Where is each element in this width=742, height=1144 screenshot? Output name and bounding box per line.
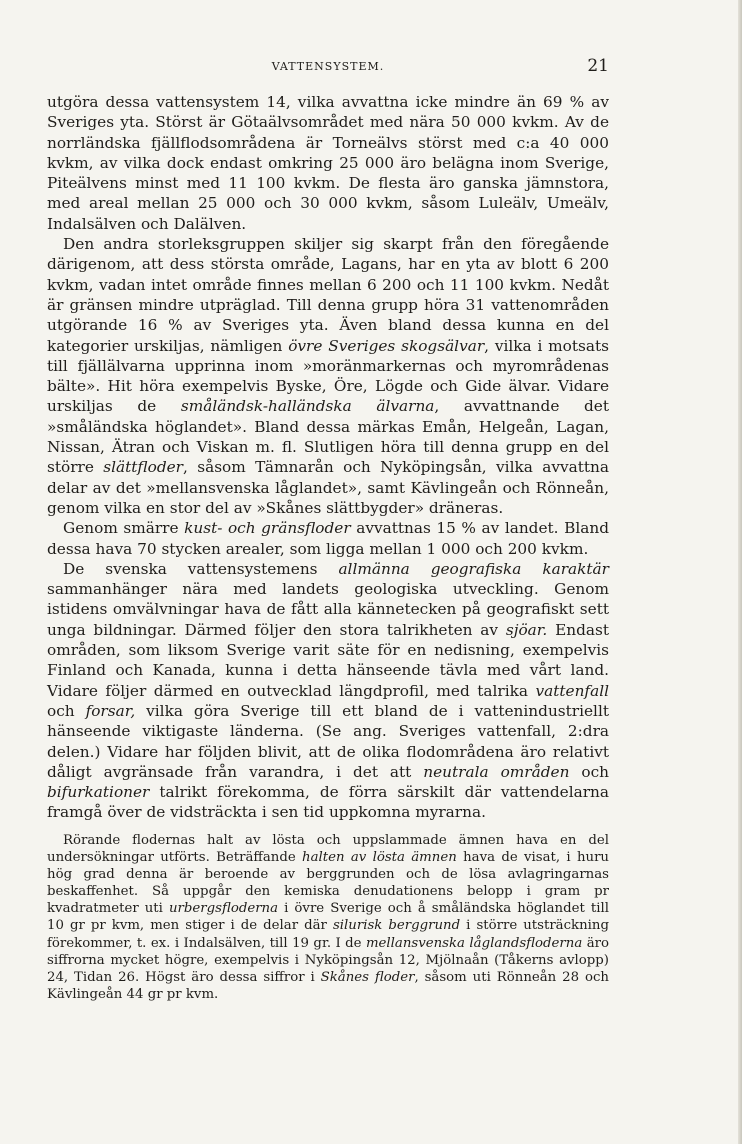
paragraph-3: Genom smärre kust- och gränsfloder avvattnas 15 % av landet. Bland dessa hava 70 stycken arealer, som ligga mellan 1 000 och 200 kvkm. (47, 519, 609, 558)
emphasis: sjöar. (505, 620, 548, 639)
emphasis: bifurkationer (47, 783, 150, 802)
emphasis: allmänna geografiska karaktär (338, 559, 609, 578)
page-number: 21 (587, 56, 609, 76)
emphasis: forsar, (85, 701, 136, 720)
emphasis: silurisk berggrund (332, 918, 461, 934)
paragraph-2: Den andra storleksgruppen skiljer sig skarpt från den föregående därigenom, att dess största område, Lagans, har en yta av blott 6 200 kvkm, vadan intet område finnes mellan 6 200 och 11 100 kvkm. Nedåt är gränsen mindre utpräglad. Till denna grupp höra 31 vattenområden utgörande 16 % av Sveriges yta. Även bland dessa kunna en del kategorier urskiljas, nämligen övre Sveriges skogsälvar, vilka i motsats till fjällälvarna upprinna inom »moränmarkernas och myrområdenas bälte». Hit höra exempelvis Byske, Öre, Lögde och Gide älvar. Vidare urskiljas de småländsk-halländska älvarna, avvattnande det »småländska höglandet». Bland dessa märkas Emån, Helgeån, Lagan, Nissan, Ätran och Viskan m. fl. Slutligen höra till denna grupp en del större slättfloder, såsom Tämnarån och Nyköpingsån, vilka avvattna delar av det »mellansvenska låglandet», samt Kävlingeån och Rönneån, genom vilka en stor del av »Skånes slättbygder» dräneras. (47, 235, 610, 517)
emphasis: mellansvenska låglandsfloderna (365, 935, 583, 951)
emphasis: övre Sveriges skogsälvar (288, 336, 485, 355)
paragraph-1: utgöra dessa vattensystem 14, vilka avvattna icke mindre än 69 % av Sveriges yta. Störst är Götaälvsområdet med nära 50 000 kvkm. Av de norrländska fjällflodsområdena är Torneälvs störst med c:a 40 000 kvkm, av vilka dock endast omkring 25 000 äro belägna inom Sverige, Piteälvens minst med 11 100 kvkm. De flesta äro ganska jämnstora, med areal mellan 25 000 och 30 000 kvkm, såsom Luleälv, Umeälv, Indalsälven och Dalälven. (47, 93, 609, 233)
page-header (47, 56, 609, 80)
body-text (47, 92, 609, 823)
emphasis: halten av lösta ämnen (302, 850, 457, 866)
footnote-text (47, 832, 609, 1003)
emphasis: slättfloder (103, 458, 183, 477)
paragraph-4: De svenska vattensystemens allmänna geografiska karaktär sammanhänger nära med landets geologiska utveckling. Genom istidens omvälvningar hava de fått alla kännetecken på geografiskt sett unga bildningar. Därmed följer den stora talrikheten av sjöar. Endast områden, som liksom Sverige varit säte för en nedisning, exempelvis Finland och Kanada, kunna i detta hänseende tävla med vårt land. Vidare följer därmed en outvecklad längdprofil, med talrika vattenfall och forsar, vilka göra Sverige till ett bland de i vattenindustriellt hänseende viktigaste länderna. (Se ang. Sveriges vattenfall, 2:dra delen.) Vidare har följden blivit, att de olika flodområdena äro relativt dåligt avgränsade från varandra, i det att neutrala områden och bifurkationer talrikt förekomma, de förra särskilt där vattendelarna framgå över de vidsträckta i sen tid uppkomna myrarna. (47, 559, 609, 822)
emphasis: urbergsfloderna (168, 901, 279, 917)
emphasis: småländsk-halländska älvarna (180, 397, 435, 416)
running-title: VATTENSYSTEM. (271, 60, 385, 73)
emphasis: Skånes floder (320, 969, 415, 985)
page-edge (738, 0, 742, 1144)
emphasis: vattenfall (535, 681, 609, 700)
emphasis: kust- och gränsfloder (184, 519, 351, 538)
note-paragraph: Rörande flodernas halt av lösta och uppslammade ämnen hava en del undersökningar utförts. Beträffande halten av lösta ämnen hava de visat, i huru hög grad denna är beroende av berggrunden och de lösa avlagringarnas beskaffenhet. Så uppgår den kemiska denudationens belopp i gram pr kvadratmeter uti urbergsfloderna i övre Sverige och å småländska höglandet till 10 gr pr kvm, men stiger i de delar där silurisk berggrund i större utsträckning förekommer, t. ex. i Indalsälven, till 19 gr. I de mellansvenska låglandsfloderna äro siffrorna mycket högre, exempelvis i Nyköpingsån 12, Mjölnaån (Tåkerns avlopp) 24, Tidan 26. Högst äro dessa siffror i Skånes floder, såsom uti Rönneån 28 och Kävlingeån 44 gr pr kvm. (47, 833, 610, 1002)
emphasis: neutrala områden (423, 762, 570, 781)
